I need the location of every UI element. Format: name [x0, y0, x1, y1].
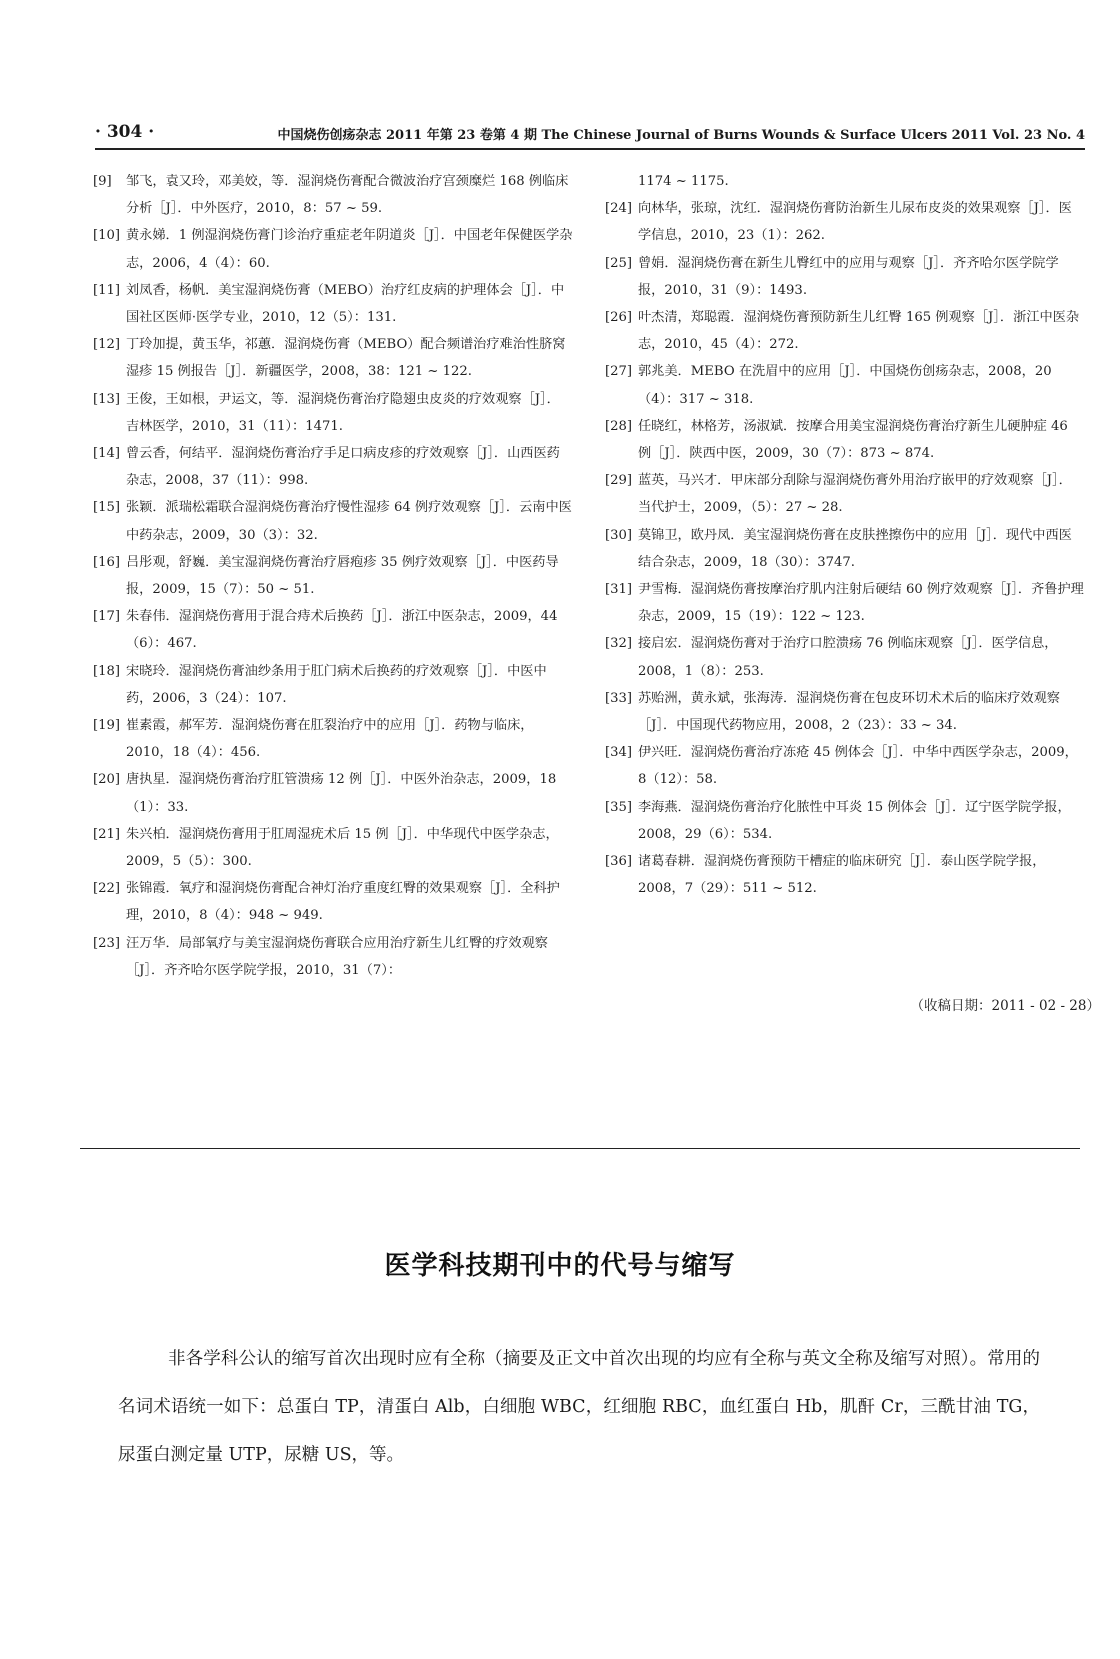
- reference-text: 伊兴旺．湿润烧伤膏治疗冻疮 45 例体会［J］．中华中西医学杂志，2009，8（12）：58.: [638, 745, 1078, 788]
- reference-number: [30]: [605, 527, 633, 543]
- reference-number: [35]: [605, 799, 633, 815]
- reference-number: [18]: [93, 663, 121, 679]
- reference-text: 吕彤观，舒巍．美宝湿润烧伤膏治疗唇疱疹 35 例疗效观察［J］．中医药导报，2009，15（7）：50 ~ 51.: [126, 554, 559, 598]
- reference-number: [22]: [93, 881, 121, 897]
- reference-text: 苏贻洲，黄永斌，张海涛．湿润烧伤膏在包皮环切术术后的临床疗效观察［J］．中国现代药物应用，2008，2（23）：33 ~ 34.: [638, 690, 1060, 734]
- reference-item: [605, 522, 1085, 576]
- reference-item: [93, 168, 573, 222]
- reference-text: 唐执星．湿润烧伤膏治疗肛管溃疡 12 例［J］．中医外治杂志，2009，18（1）：33.: [126, 772, 557, 815]
- reference-text: 诸葛春耕．湿润烧伤膏预防干槽症的临床研究［J］．泰山医学院学报，2008，7（29）：511 ~ 512.: [638, 854, 1046, 897]
- reference-item: [93, 277, 573, 331]
- reference-item: [605, 250, 1085, 304]
- references-left-column: [93, 168, 573, 984]
- reference-number: [24]: [605, 201, 633, 217]
- reference-item: [93, 440, 573, 494]
- reference-text: 尹雪梅．湿润烧伤膏按摩治疗肌内注射后硬结 60 例疗效观察［J］．齐鲁护理杂志，2009，15（19）：122 ~ 123.: [638, 582, 1084, 625]
- section-divider: [80, 1148, 1080, 1149]
- reference-item: [605, 630, 1085, 684]
- reference-number: [27]: [605, 364, 633, 380]
- references-right-column: [605, 168, 1085, 902]
- reference-item: [605, 739, 1085, 793]
- reference-item: [93, 766, 573, 820]
- reference-number: [25]: [605, 255, 633, 271]
- reference-item: [93, 658, 573, 712]
- reference-item: [93, 331, 573, 385]
- received-date: （收稿日期：2011 - 02 - 28）: [910, 998, 1100, 1014]
- reference-text: 莫锦卫，欧丹凤．美宝湿润烧伤膏在皮肤挫擦伤中的应用［J］．现代中西医结合杂志，2009，18（30）：3747.: [638, 527, 1072, 570]
- page-number: · 304 ·: [95, 122, 155, 142]
- reference-item: [605, 685, 1085, 739]
- reference-number: [26]: [605, 310, 633, 326]
- reference-text: 汪万华．局部氧疗与美宝湿润烧伤膏联合应用治疗新生儿红臀的疗效观察［J］．齐齐哈尔医学院学报，2010，31（7）：: [126, 935, 548, 978]
- reference-text: 宋晓玲．湿润烧伤膏油纱条用于肛门病术后换药的疗效观察［J］．中医中药，2006，3（24）：107.: [126, 663, 547, 706]
- reference-continuation: 1174 ~ 1175.: [638, 174, 729, 189]
- reference-number: [28]: [605, 418, 633, 434]
- reference-number: [11]: [93, 282, 121, 298]
- reference-text: 黄永娣．1 例湿润烧伤膏门诊治疗重症老年阴道炎［J］．中国老年保健医学杂志，2006，4（4）：60.: [126, 228, 573, 271]
- reference-text: 朱春伟．湿润烧伤膏用于混合痔术后换药［J］．浙江中医杂志，2009，44（6）：467.: [126, 609, 558, 652]
- reference-number: [20]: [93, 772, 121, 788]
- notice-title: 医学科技期刊中的代号与缩写: [384, 1251, 736, 1281]
- reference-number: [10]: [93, 228, 121, 244]
- reference-text: 李海燕．湿润烧伤膏治疗化脓性中耳炎 15 例体会［J］．辽宁医学院学报，2008，29（6）：534.: [638, 799, 1071, 842]
- reference-item: [93, 222, 573, 276]
- reference-item: [605, 304, 1085, 358]
- reference-item: [93, 930, 573, 984]
- reference-item: [93, 549, 573, 603]
- reference-text: 曾娟．湿润烧伤膏在新生儿臀红中的应用与观察［J］．齐齐哈尔医学院学报，2010，31（9）：1493.: [638, 255, 1059, 298]
- reference-number: [34]: [605, 745, 633, 761]
- reference-item: [93, 386, 573, 440]
- reference-item: [605, 358, 1085, 412]
- reference-number: [33]: [605, 690, 633, 706]
- reference-number: [15]: [93, 500, 121, 516]
- reference-item: [93, 821, 573, 875]
- reference-number: [21]: [93, 826, 121, 842]
- reference-number: [29]: [605, 473, 633, 489]
- reference-text: 郭兆美．MEBO 在洗眉中的应用［J］．中国烧伤创疡杂志，2008，20（4）：317 ~ 318.: [638, 364, 1052, 407]
- reference-text: 朱兴柏．湿润烧伤膏用于肛周湿疣术后 15 例［J］．中华现代中医学杂志，2009，5（5）：300.: [126, 826, 559, 870]
- reference-item: [93, 712, 573, 766]
- reference-number: [19]: [93, 718, 121, 734]
- reference-item: [93, 494, 573, 548]
- reference-text: 刘凤香，杨帆．美宝湿润烧伤膏（MEBO）治疗红皮病的护理体会［J］．中国社区医师·医学专业，2010，12（5）：131.: [126, 282, 565, 326]
- header-rule: [95, 148, 1085, 150]
- reference-text: 邹飞，袁又玲，邓美姣，等．湿润烧伤膏配合微波治疗宫颈糜烂 168 例临床分析［J］．中外医疗，2010，8：57 ~ 59.: [126, 174, 569, 217]
- reference-number: [32]: [605, 636, 633, 652]
- reference-number: [12]: [93, 337, 121, 353]
- reference-item: [605, 195, 1085, 249]
- reference-item: [605, 467, 1085, 521]
- reference-number: [23]: [93, 935, 121, 951]
- reference-text: 张颖．派瑞松霜联合湿润烧伤膏治疗慢性湿疹 64 例疗效观察［J］．云南中医中药杂志，2009，30（3）：32.: [126, 500, 572, 543]
- reference-number: [14]: [93, 446, 121, 462]
- reference-text: 崔素霞，郝军芳．湿润烧伤膏在肛裂治疗中的应用［J］．药物与临床，2010，18（4）：456.: [126, 718, 534, 761]
- running-header: [95, 122, 1085, 146]
- reference-text: 王俊，王如根，尹运文，等．湿润烧伤膏治疗隐翅虫皮炎的疗效观察［J］．吉林医学，2010，31（11）：1471.: [126, 391, 560, 434]
- reference-number: [16]: [93, 554, 121, 570]
- reference-number: [17]: [93, 609, 121, 625]
- reference-text: 丁玲加提，黄玉华，祁蕙．湿润烧伤膏（MEBO）配合频谱治疗难治性脐窝湿疹 15 例报告［J］．新疆医学，2008，38：121 ~ 122.: [126, 337, 566, 380]
- notice-body: 非各学科公认的缩写首次出现时应有全称（摘要及正文中首次出现的均应有全称与英文全称及缩写对照）。常用的名词术语统一如下：总蛋白 TP，清蛋白 Alb，白细胞 WBC，红细胞 RBC，血红蛋白 Hb，肌酐 Cr，三酰甘油 TG，尿蛋白测定量 UTP，尿糖 US，等。: [118, 1349, 1040, 1465]
- reference-item: [93, 603, 573, 657]
- reference-text: 叶杰清，郑聪霞．湿润烧伤膏预防新生儿红臀 165 例观察［J］．浙江中医杂志，2010，45（4）：272.: [638, 310, 1080, 353]
- reference-text: 接启宏．湿润烧伤膏对于治疗口腔溃疡 76 例临床观察［J］．医学信息，2008，1（8）：253.: [638, 636, 1058, 679]
- reference-item: [605, 413, 1085, 467]
- reference-item: [605, 794, 1085, 848]
- reference-item: [93, 875, 573, 929]
- reference-number: [9]: [93, 174, 112, 189]
- reference-number: [13]: [93, 391, 121, 407]
- reference-text: 向林华，张琼，沈红．湿润烧伤膏防治新生儿尿布皮炎的效果观察［J］．医学信息，2010，23（1）：262.: [638, 201, 1072, 244]
- reference-item: [605, 848, 1085, 902]
- reference-text: 曾云香，何结平．湿润烧伤膏治疗手足口病皮疹的疗效观察［J］．山西医药杂志，2008，37（11）：998.: [126, 446, 560, 489]
- journal-title: 中国烧伤创疡杂志 2011 年第 23 卷第 4 期 The Chinese Journal of Burns Wounds & Surface Ulcers 2011 Vol. 23 No. 4: [277, 128, 1085, 143]
- reference-number: [36]: [605, 854, 633, 870]
- reference-item: [605, 576, 1085, 630]
- reference-text: 任晓红，林格芳，汤淑斌．按摩合用美宝湿润烧伤膏治疗新生儿硬肿症 46 例［J］．陕西中医，2009，30（7）：873 ~ 874.: [638, 418, 1068, 462]
- reference-text: 蓝英，马兴才．甲床部分刮除与湿润烧伤膏外用治疗嵌甲的疗效观察［J］．当代护士，2009，（5）：27 ~ 28.: [638, 473, 1072, 516]
- reference-text: 张锦霞．氧疗和湿润烧伤膏配合神灯治疗重度红臀的效果观察［J］．全科护理，2010，8（4）：948 ~ 949.: [126, 881, 560, 924]
- reference-number: [31]: [605, 582, 633, 598]
